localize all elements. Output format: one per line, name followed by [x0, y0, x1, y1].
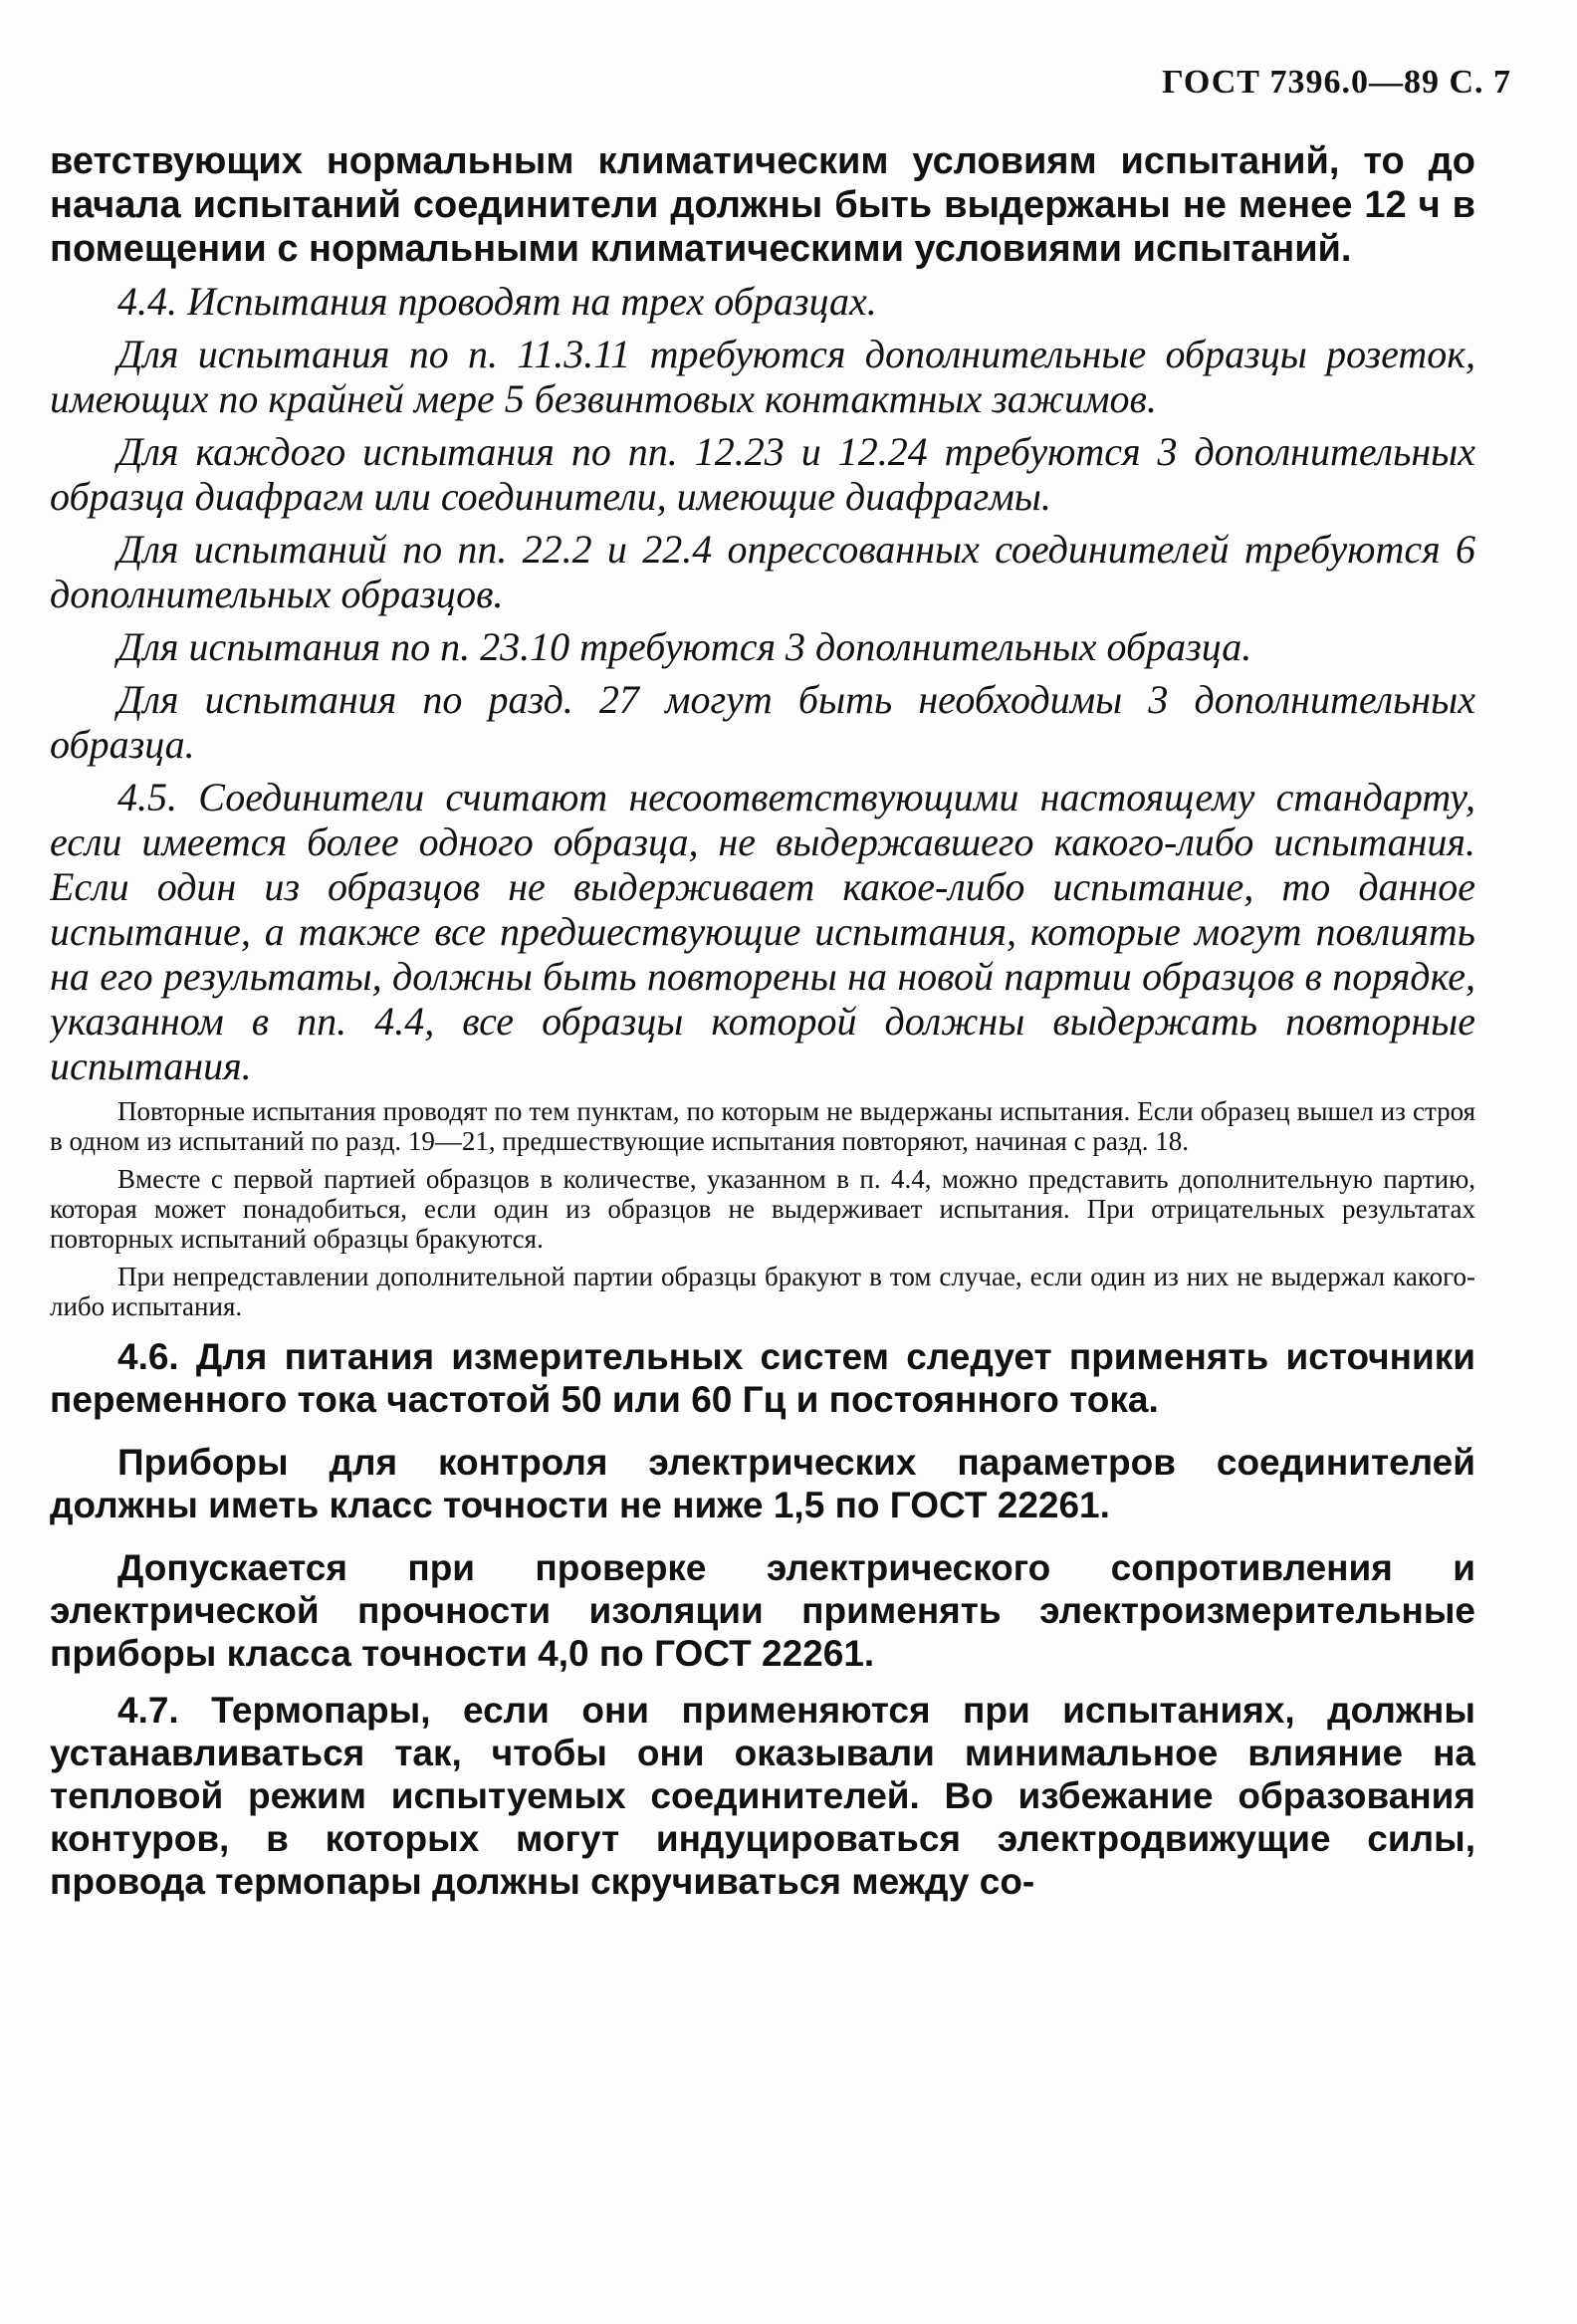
clause-4-4-para-5: Для испытания по п. 23.10 требуются 3 дополнительных образца. — [117, 624, 1252, 669]
note-additional-batch: Вместе с первой партией образцов в количестве, указанном в п. 4.4, можно представить дополнительную партию, которая может понадобиться, если один из образцов не выдерживает испытания. При отрицательных результатах повторных испытаний образцы бракуются. — [50, 1164, 1475, 1254]
page-header: ГОСТ 7396.0—89 С. 7 — [1162, 64, 1511, 101]
clause-4-6: 4.6. Для питания измерительных систем следует применять источники переменного тока частотой 50 или 60 Гц и постоянного тока. — [50, 1336, 1475, 1420]
clause-4-4-para-6: Для испытания по разд. 27 могут быть необходимы 3 дополнительных образца. — [50, 677, 1475, 767]
document-body — [50, 139, 1475, 2270]
clause-4-7: 4.7. Термопары, если они применяются при испытаниях, должны устанавливаться так, чтобы они оказывали минимальное влияние на тепловой режим испытуемых соединителей. Во избежание образования контуров, в которых могут индуцироваться электродвижущие силы, провода термопары должны скручиваться между со- — [50, 1690, 1475, 1902]
clause-4-5: 4.5. Соединители считают несоответствующими настоящему стандарту, если имеется более одного образца, не выдержавшего какого-либо испытания. Если один из образцов не выдерживает какое-либо испытание, то данное испытание, а также все предшествующие испытания, которые могут повлиять на его результаты, должны быть повторены на новой партии образцов в порядке, указанном в пп. 4.4, все образцы которой должны выдержать повторные испытания. — [50, 775, 1475, 1088]
clause-4-4-para-4: Для испытаний по пп. 22.2 и 22.4 опрессованных соединителей требуются 6 дополнительных образцов. — [50, 527, 1475, 616]
clause-4-6-para-3: Допускается при проверке электрического сопротивления и электрической прочности изоляции применять электроизмерительные приборы класса точности 4,0 по ГОСТ 22261. — [50, 1547, 1475, 1674]
clause-4-4-para-3: Для каждого испытания по пп. 12.23 и 12.24 требуются 3 дополнительных образца диафрагм или соединители, имеющие диафрагмы. — [50, 429, 1475, 519]
note-rejection: При непредставлении дополнительной партии образцы бракуют в том случае, если один из них не выдержал какого-либо испытания. — [50, 1262, 1475, 1321]
note-repeat-tests: Повторные испытания проводят по тем пунктам, по которым не выдержаны испытания. Если образец вышел из строя в одном из испытаний по разд. 19—21, предшествующие испытания повторяют, начиная с разд. 18. — [50, 1096, 1475, 1156]
clause-4-6-para-2: Приборы для контроля электрических параметров соединителей должны иметь класс точности не ниже 1,5 по ГОСТ 22261. — [50, 1442, 1475, 1525]
paragraph-continuation: ветствующих нормальным климатическим условиям испытаний, то до начала испытаний соединители должны быть выдержаны не менее 12 ч в помещении с нормальными климатическими условиями испытаний. — [50, 140, 1475, 270]
clause-4-4: 4.4. Испытания проводят на трех образцах. — [117, 279, 877, 324]
clause-4-4-para-2: Для испытания по п. 11.3.11 требуются дополнительные образцы розеток, имеющих по крайней мере 5 безвинтовых контактных зажимов. — [50, 332, 1475, 421]
